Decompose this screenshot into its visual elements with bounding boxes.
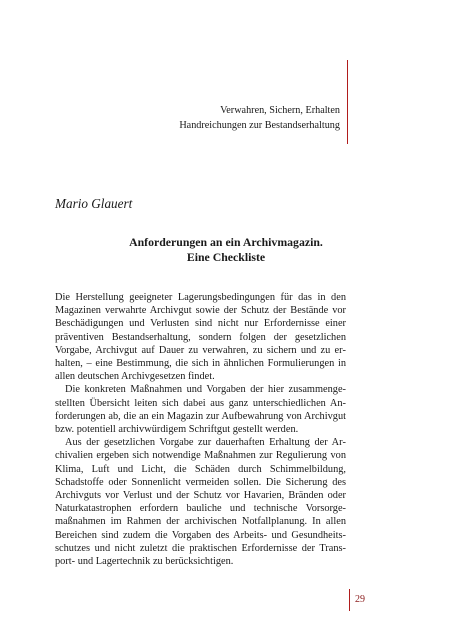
article-title-line-1: Anforderungen an ein Archivmagazin. — [129, 235, 323, 249]
header-vertical-rule — [347, 60, 348, 144]
paragraph: Aus der gesetzlichen Vorgabe zur dauerhaften Erhaltung der Archivalien ergeben sich notwendige Maßnahmen zur Regulierung von Klima, Luft und Licht, die Schäden durch Schimmelbildung, Schadstoffe oder Sonnenlicht vermeiden sollen. Die Sicherung des Archivguts vor Verlust und der Schutz vor Havarien, Bränden oder Naturkatastrophen erfordern bauliche und technische Vorsorgemaßnahmen im Rahmen der archivischen Notfallplanung. In allen Bereichen sind zudem die Vorgaben des Arbeits- und Gesundheitsschutzes und nicht zuletzt die praktischen Erfordernisse der Transport- und Lagertechnik zu berücksichtigen. — [55, 437, 346, 568]
paragraph: Die Herstellung geeigneter Lagerungsbedingungen für das in den Magazinen verwahrte Archivgut sowie der Schutz der Bestände vor Beschädigungen und Verlusten sind nicht nur Erfordernisse einer präventiven Bestandserhaltung, sondern folgen der gesetzlichen Vorgabe, Archivgut auf Dauer zu verwahren, zu sichern und zu erhalten, – eine Bestimmung, die sich in ähnlichen Formulierungen in allen deutschen Archivgesetzen findet. — [55, 292, 346, 383]
article-title-line-2: Eine Checkliste — [186, 250, 266, 264]
running-header-series: Verwahren, Sichern, Erhalten — [220, 105, 340, 116]
page-number-rule — [349, 589, 350, 611]
running-header — [179, 103, 340, 133]
running-header-subtitle: Handreichungen zur Bestandserhaltung — [179, 120, 340, 131]
author-name: Mario Glauert — [55, 196, 133, 211]
paragraph: Die konkreten Maßnahmen und Vorgaben der hier zusammengestellten Übersicht leiten sich dabei aus ganz unterschiedlichen Anforderungen ab, die an ein Magazin zur Aufbewahrung von Archivgut bzw. potentiell archivwürdigem Schriftgut gestellt werden. — [55, 384, 346, 436]
body-text — [55, 291, 346, 568]
page-number: 29 — [355, 594, 365, 605]
article-title — [55, 235, 397, 265]
